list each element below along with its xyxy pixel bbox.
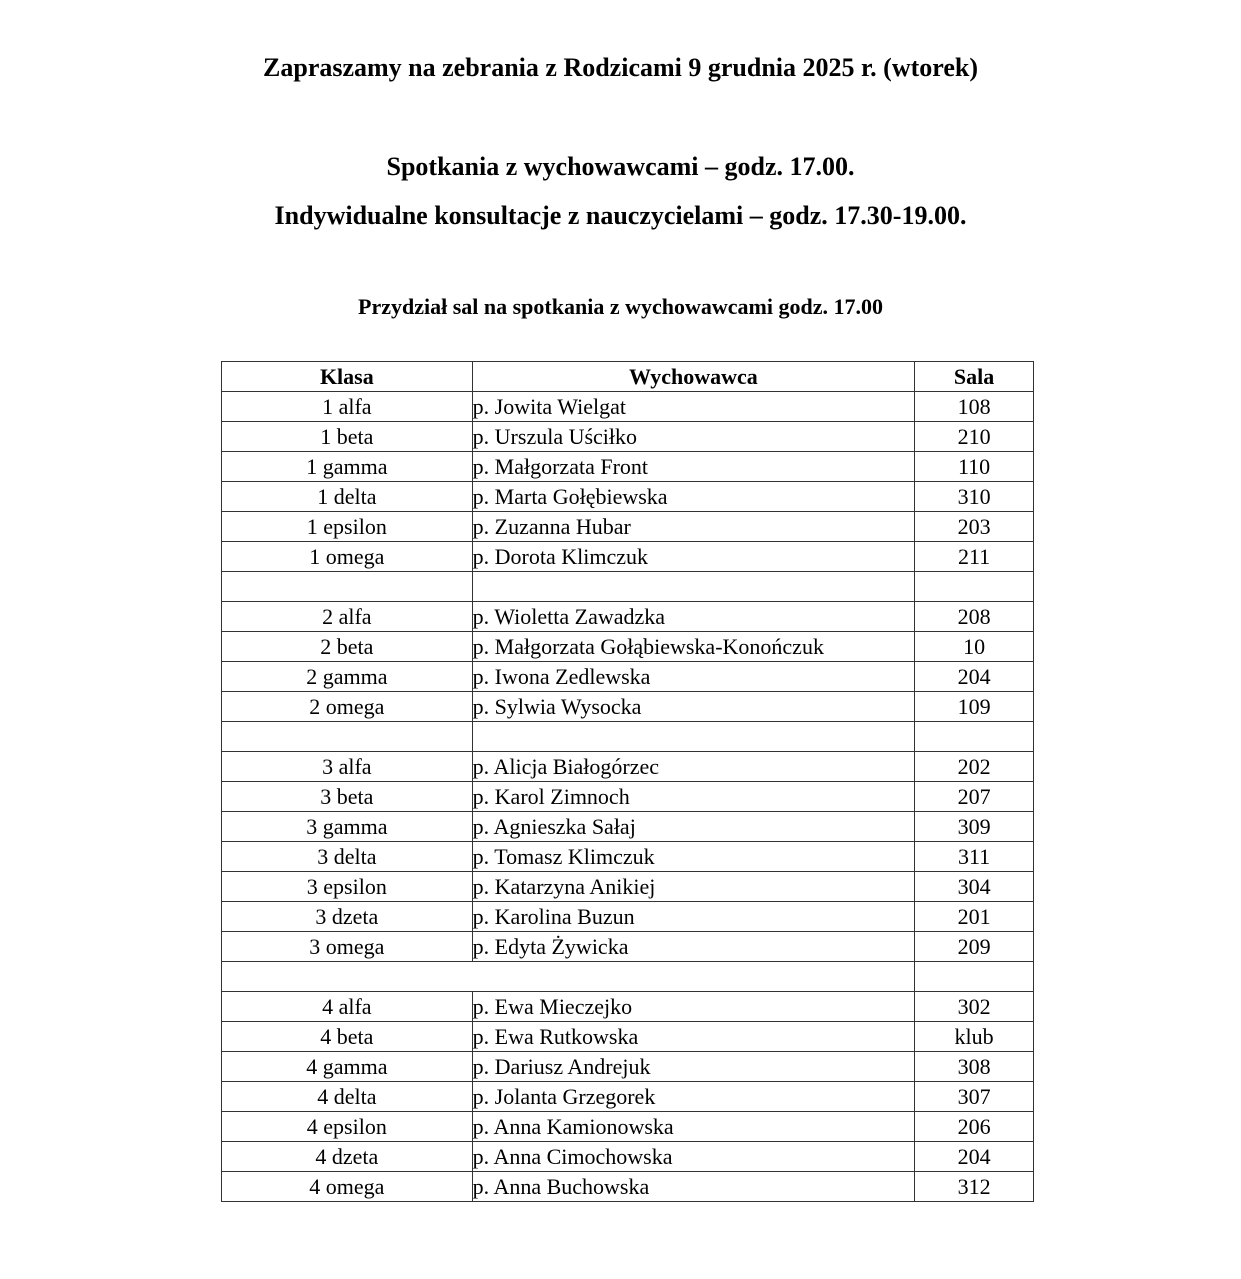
table-row bbox=[222, 1082, 1034, 1112]
cell-wychowawca: p. Edyta Żywicka bbox=[472, 932, 914, 962]
cell-sala: 307 bbox=[915, 1082, 1034, 1112]
table-row bbox=[222, 812, 1034, 842]
cell-wychowawca: p. Iwona Zedlewska bbox=[472, 662, 914, 692]
cell-klasa: 3 epsilon bbox=[222, 872, 473, 902]
cell-wychowawca: p. Jowita Wielgat bbox=[472, 392, 914, 422]
cell-wychowawca: p. Ewa Rutkowska bbox=[472, 1022, 914, 1052]
cell-wychowawca: p. Anna Buchowska bbox=[472, 1172, 914, 1202]
table-row bbox=[222, 632, 1034, 662]
spacer-row bbox=[222, 572, 1034, 602]
cell-klasa: 4 delta bbox=[222, 1082, 473, 1112]
table-row bbox=[222, 692, 1034, 722]
table-row bbox=[222, 452, 1034, 482]
cell-klasa: 2 alfa bbox=[222, 602, 473, 632]
empty-cell bbox=[472, 722, 914, 752]
table-row bbox=[222, 752, 1034, 782]
cell-wychowawca: p. Wioletta Zawadzka bbox=[472, 602, 914, 632]
cell-sala: 202 bbox=[915, 752, 1034, 782]
cell-sala: 208 bbox=[915, 602, 1034, 632]
table-header-row bbox=[222, 362, 1034, 392]
empty-cell bbox=[222, 572, 473, 602]
cell-wychowawca: p. Karol Zimnoch bbox=[472, 782, 914, 812]
cell-sala: 10 bbox=[915, 632, 1034, 662]
cell-klasa: 1 gamma bbox=[222, 452, 473, 482]
cell-wychowawca: p. Marta Gołębiewska bbox=[472, 482, 914, 512]
cell-klasa: 3 delta bbox=[222, 842, 473, 872]
cell-klasa: 4 dzeta bbox=[222, 1142, 473, 1172]
cell-klasa: 4 omega bbox=[222, 1172, 473, 1202]
table-row bbox=[222, 392, 1034, 422]
cell-wychowawca: p. Karolina Buzun bbox=[472, 902, 914, 932]
cell-sala: 110 bbox=[915, 452, 1034, 482]
table-row bbox=[222, 1022, 1034, 1052]
table-row bbox=[222, 542, 1034, 572]
cell-sala: 309 bbox=[915, 812, 1034, 842]
cell-klasa: 2 gamma bbox=[222, 662, 473, 692]
column-header-klasa: Klasa bbox=[222, 362, 473, 392]
cell-sala: 109 bbox=[915, 692, 1034, 722]
cell-wychowawca: p. Sylwia Wysocka bbox=[472, 692, 914, 722]
cell-sala: 206 bbox=[915, 1112, 1034, 1142]
table-row bbox=[222, 482, 1034, 512]
cell-sala: 201 bbox=[915, 902, 1034, 932]
cell-wychowawca: p. Dorota Klimczuk bbox=[472, 542, 914, 572]
column-header-wychowawca: Wychowawca bbox=[472, 362, 914, 392]
cell-klasa: 2 omega bbox=[222, 692, 473, 722]
room-assignment-table bbox=[221, 361, 1034, 1202]
table-row bbox=[222, 602, 1034, 632]
empty-merged-cell bbox=[222, 962, 915, 992]
cell-klasa: 3 gamma bbox=[222, 812, 473, 842]
cell-klasa: 4 beta bbox=[222, 1022, 473, 1052]
cell-wychowawca: p. Anna Kamionowska bbox=[472, 1112, 914, 1142]
table-row bbox=[222, 512, 1034, 542]
subtitle-consultations: Indywidualne konsultacje z nauczycielami – godz. 17.30-19.00. bbox=[274, 201, 967, 230]
cell-wychowawca: p. Tomasz Klimczuk bbox=[472, 842, 914, 872]
cell-klasa: 4 alfa bbox=[222, 992, 473, 1022]
cell-sala: 311 bbox=[915, 842, 1034, 872]
cell-klasa: 4 gamma bbox=[222, 1052, 473, 1082]
page-title: Zapraszamy na zebrania z Rodzicami 9 grudnia 2025 r. (wtorek) bbox=[263, 53, 978, 82]
cell-klasa: 1 delta bbox=[222, 482, 473, 512]
table-row bbox=[222, 842, 1034, 872]
cell-klasa: 1 epsilon bbox=[222, 512, 473, 542]
cell-sala: 207 bbox=[915, 782, 1034, 812]
empty-cell bbox=[472, 572, 914, 602]
cell-wychowawca: p. Anna Cimochowska bbox=[472, 1142, 914, 1172]
cell-sala: 204 bbox=[915, 662, 1034, 692]
cell-sala: 203 bbox=[915, 512, 1034, 542]
cell-sala: 304 bbox=[915, 872, 1034, 902]
column-header-sala: Sala bbox=[915, 362, 1034, 392]
spacer-row bbox=[222, 722, 1034, 752]
cell-sala: 211 bbox=[915, 542, 1034, 572]
table-row bbox=[222, 1112, 1034, 1142]
cell-sala: 310 bbox=[915, 482, 1034, 512]
cell-sala: 308 bbox=[915, 1052, 1034, 1082]
table-caption: Przydział sal na spotkania z wychowawcami godz. 17.00 bbox=[358, 294, 883, 319]
subtitle-class-meetings: Spotkania z wychowawcami – godz. 17.00. bbox=[386, 152, 855, 181]
table-row bbox=[222, 992, 1034, 1022]
table-row bbox=[222, 1052, 1034, 1082]
cell-klasa: 3 beta bbox=[222, 782, 473, 812]
cell-wychowawca: p. Agnieszka Sałaj bbox=[472, 812, 914, 842]
cell-sala: 108 bbox=[915, 392, 1034, 422]
cell-klasa: 1 omega bbox=[222, 542, 473, 572]
cell-sala: 209 bbox=[915, 932, 1034, 962]
cell-klasa: 4 epsilon bbox=[222, 1112, 473, 1142]
empty-cell bbox=[915, 962, 1034, 992]
table-row bbox=[222, 1172, 1034, 1202]
table-row bbox=[222, 932, 1034, 962]
cell-wychowawca: p. Alicja Białogórzec bbox=[472, 752, 914, 782]
table-row bbox=[222, 782, 1034, 812]
table-row bbox=[222, 662, 1034, 692]
cell-wychowawca: p. Jolanta Grzegorek bbox=[472, 1082, 914, 1112]
cell-sala: 302 bbox=[915, 992, 1034, 1022]
table-body bbox=[222, 392, 1034, 1202]
table-row bbox=[222, 422, 1034, 452]
table-row bbox=[222, 902, 1034, 932]
table-row bbox=[222, 1142, 1034, 1172]
cell-klasa: 3 omega bbox=[222, 932, 473, 962]
empty-cell bbox=[222, 722, 473, 752]
cell-klasa: 1 beta bbox=[222, 422, 473, 452]
cell-klasa: 1 alfa bbox=[222, 392, 473, 422]
cell-wychowawca: p. Dariusz Andrejuk bbox=[472, 1052, 914, 1082]
cell-klasa: 3 dzeta bbox=[222, 902, 473, 932]
cell-wychowawca: p. Urszula Uściłko bbox=[472, 422, 914, 452]
cell-sala: 204 bbox=[915, 1142, 1034, 1172]
cell-sala: 312 bbox=[915, 1172, 1034, 1202]
empty-cell bbox=[915, 722, 1034, 752]
spacer-row bbox=[222, 962, 1034, 992]
cell-sala: 210 bbox=[915, 422, 1034, 452]
cell-wychowawca: p. Katarzyna Anikiej bbox=[472, 872, 914, 902]
empty-cell bbox=[915, 572, 1034, 602]
cell-klasa: 2 beta bbox=[222, 632, 473, 662]
cell-wychowawca: p. Małgorzata Front bbox=[472, 452, 914, 482]
cell-wychowawca: p. Zuzanna Hubar bbox=[472, 512, 914, 542]
cell-klasa: 3 alfa bbox=[222, 752, 473, 782]
cell-wychowawca: p. Ewa Mieczejko bbox=[472, 992, 914, 1022]
cell-wychowawca: p. Małgorzata Gołąbiewska-Konończuk bbox=[472, 632, 914, 662]
cell-sala: klub bbox=[915, 1022, 1034, 1052]
table-row bbox=[222, 872, 1034, 902]
